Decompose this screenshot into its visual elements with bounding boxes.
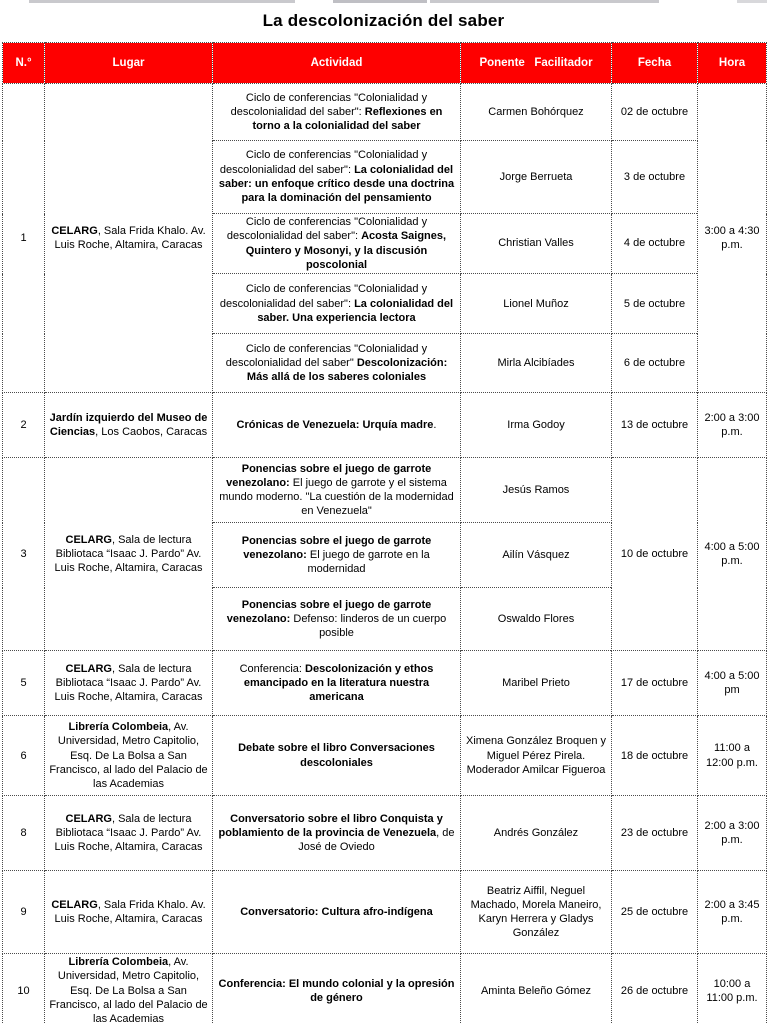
- lugar-venue: CELARG: [51, 224, 98, 237]
- table-row: [3, 651, 767, 716]
- table-row: [3, 84, 767, 141]
- column-header-numero: N.°: [3, 43, 45, 84]
- cell-actividad: [213, 334, 461, 393]
- cell-actividad: [213, 954, 461, 1024]
- lugar-address: , Av. Universidad, Metro Capitolio, Esq. De La Bolsa a San Francisco, al lado del Palacio de las Academias: [49, 956, 208, 1024]
- cell-fecha: 26 de octubre: [612, 954, 698, 1024]
- cell-numero: 3: [3, 458, 45, 651]
- cell-fecha: 5 de octubre: [612, 274, 698, 334]
- top-edge-fragment: [29, 0, 295, 3]
- schedule-table: [2, 42, 767, 1024]
- cell-ponente: Christian Valles: [461, 214, 612, 274]
- cell-hora: 4:00 a 5:00 pm: [698, 651, 767, 716]
- cell-ponente: Jorge Berrueta: [461, 141, 612, 214]
- cell-actividad: [213, 214, 461, 274]
- cell-lugar: [45, 796, 213, 871]
- lugar-address: , Sala de lectura Bibliotaca “Isaac J. Pardo” Av. Luis Roche, Altamira, Caracas: [54, 812, 203, 854]
- lugar-venue: Librería Colombeia: [68, 956, 169, 969]
- cell-numero: 1: [3, 84, 45, 393]
- cell-fecha: 17 de octubre: [612, 651, 698, 716]
- actividad-title: Ponencias sobre el juego de garrote venezolano:: [241, 534, 432, 562]
- cell-actividad: [213, 588, 461, 651]
- actividad-suffix: El juego de garrote en la modernidad: [306, 549, 430, 576]
- lugar-address: , Av. Universidad, Metro Capitolio, Esq. De La Bolsa a San Francisco, al lado del Palacio de las Academias: [49, 720, 208, 791]
- actividad-prefix: Ciclo de conferencias "Colonialidad y descolonialidad del saber":: [219, 149, 428, 176]
- cell-ponente: Ximena González Broquen y Miguel Pérez Pirela. Moderador Amilcar Figueroa: [461, 716, 612, 796]
- cell-hora: 4:00 a 5:00 p.m.: [698, 458, 767, 651]
- cell-lugar: [45, 651, 213, 716]
- cell-actividad: [213, 651, 461, 716]
- actividad-suffix: Defenso: linderos de un cuerpo posible: [290, 613, 447, 640]
- cell-actividad: [213, 84, 461, 141]
- actividad-suffix: El juego de garrote y el sistema mundo moderno. "La cuestión de la modernidad en Venezuela": [219, 476, 454, 518]
- top-edge-fragment: [430, 0, 659, 3]
- lugar-address: , Sala de lectura Bibliotaca “Isaac J. Pardo” Av. Luis Roche, Altamira, Caracas: [54, 662, 203, 704]
- cell-lugar: [45, 871, 213, 954]
- table-row: [3, 796, 767, 871]
- actividad-title: Reflexiones en torno a la colonialidad del saber: [252, 105, 443, 133]
- cell-actividad: [213, 393, 461, 458]
- cell-numero: 5: [3, 651, 45, 716]
- actividad-title: Acosta Saignes, Quintero y Mosonyi, y la discusión poscolonial: [245, 230, 447, 271]
- actividad-title: Ponencias sobre el juego de garrote venezolano:: [226, 598, 432, 626]
- lugar-address: , Sala Frida Khalo. Av. Luis Roche, Altamira, Caracas: [54, 898, 206, 926]
- cell-ponente: Aminta Beleño Gómez: [461, 954, 612, 1024]
- lugar-venue: Jardín izquierdo del Museo de Ciencias: [49, 411, 208, 439]
- cell-fecha: 18 de octubre: [612, 716, 698, 796]
- cell-fecha: 3 de octubre: [612, 141, 698, 214]
- cell-actividad: [213, 523, 461, 588]
- table-row: [3, 393, 767, 458]
- header-row: [3, 43, 767, 84]
- cell-actividad: [213, 274, 461, 334]
- cell-actividad: [213, 141, 461, 214]
- cell-actividad: [213, 796, 461, 871]
- lugar-venue: CELARG: [65, 662, 112, 675]
- cell-numero: 6: [3, 716, 45, 796]
- actividad-title: Descolonización y ethos emancipado en la literatura nuestra americana: [243, 662, 434, 704]
- actividad-suffix: .: [433, 419, 437, 432]
- column-header-actividad: Actividad: [213, 43, 461, 84]
- actividad-title: La colonialidad del saber. Una experiencia lectora: [257, 297, 454, 324]
- top-edge-fragment: [333, 0, 427, 3]
- cell-lugar: [45, 458, 213, 651]
- cell-ponente: Oswaldo Flores: [461, 588, 612, 651]
- cell-fecha: 10 de octubre: [612, 458, 698, 651]
- actividad-title: Conversatorio: Cultura afro-indígena: [240, 906, 433, 919]
- actividad-prefix: Ciclo de conferencias "Colonialidad y descolonialidad del saber":: [226, 216, 428, 243]
- page-title: La descolonización del saber: [262, 11, 505, 30]
- actividad-prefix: Ciclo de conferencias "Colonialidad y descolonialidad del saber":: [219, 283, 428, 310]
- cell-actividad: [213, 871, 461, 954]
- cell-ponente: Jesús Ramos: [461, 458, 612, 523]
- lugar-venue: Librería Colombeia: [68, 720, 169, 733]
- cell-numero: 9: [3, 871, 45, 954]
- cell-actividad: [213, 716, 461, 796]
- actividad-title: Debate sobre el libro Conversaciones descoloniales: [238, 742, 435, 769]
- table-row: [3, 871, 767, 954]
- cell-ponente: Carmen Bohórquez: [461, 84, 612, 141]
- lugar-address: , Sala Frida Khalo. Av. Luis Roche, Altamira, Caracas: [54, 224, 206, 252]
- column-header-lugar: Lugar: [45, 43, 213, 84]
- actividad-title: Ponencias sobre el juego de garrote venezolano:: [226, 462, 432, 489]
- cell-hora: 10:00 a 11:00 p.m.: [698, 954, 767, 1024]
- cell-ponente: Beatriz Aiffil, Neguel Machado, Morela Maneiro, Karyn Herrera y Gladys González: [461, 871, 612, 954]
- cell-ponente: Maribel Prieto: [461, 651, 612, 716]
- cell-hora: 2:00 a 3:45 p.m.: [698, 871, 767, 954]
- lugar-address: , Sala de lectura Bibliotaca “Isaac J. Pardo” Av. Luis Roche, Altamira, Caracas: [54, 533, 203, 575]
- cell-numero: 10: [3, 954, 45, 1024]
- lugar-venue: CELARG: [65, 533, 112, 546]
- cell-lugar: [45, 954, 213, 1024]
- cell-ponente: Ailín Vásquez: [461, 523, 612, 588]
- column-header-hora: Hora: [698, 43, 767, 84]
- actividad-prefix: Ciclo de conferencias "Colonialidad y descolonialidad del saber": [225, 342, 428, 370]
- cell-lugar: [45, 393, 213, 458]
- table-row: [3, 954, 767, 1024]
- cell-ponente: Lionel Muñoz: [461, 274, 612, 334]
- column-header-ponente-facilitador: Ponente Facilitador: [461, 43, 612, 84]
- actividad-prefix: Ciclo de conferencias "Colonialidad y descolonialidad del saber":: [230, 91, 428, 118]
- cell-fecha: 02 de octubre: [612, 84, 698, 141]
- actividad-prefix: Conferencia:: [239, 662, 306, 675]
- lugar-address: , Los Caobos, Caracas: [95, 426, 208, 439]
- cell-fecha: 23 de octubre: [612, 796, 698, 871]
- lugar-venue: CELARG: [65, 812, 112, 825]
- cell-actividad: [213, 458, 461, 523]
- actividad-suffix: , de José de Oviedo: [298, 827, 455, 854]
- cell-lugar: [45, 716, 213, 796]
- cell-hora: 2:00 a 3:00 p.m.: [698, 393, 767, 458]
- cell-ponente: Irma Godoy: [461, 393, 612, 458]
- cell-fecha: 4 de octubre: [612, 214, 698, 274]
- cell-fecha: 6 de octubre: [612, 334, 698, 393]
- cell-ponente: Mirla Alcibíades: [461, 334, 612, 393]
- cell-hora: 2:00 a 3:00 p.m.: [698, 796, 767, 871]
- cell-lugar: [45, 84, 213, 393]
- table-row: [3, 716, 767, 796]
- actividad-title: Descolonización: Más allá de los saberes coloniales: [246, 357, 448, 384]
- cell-numero: 2: [3, 393, 45, 458]
- cell-numero: 8: [3, 796, 45, 871]
- actividad-title: Conferencia: El mundo colonial y la opresión de género: [218, 977, 455, 1004]
- cell-hora: 11:00 a 12:00 p.m.: [698, 716, 767, 796]
- table-row: [3, 458, 767, 523]
- cell-ponente: Andrés González: [461, 796, 612, 871]
- column-header-fecha: Fecha: [612, 43, 698, 84]
- actividad-title: Conversatorio sobre el libro Conquista y poblamiento de la provincia de Venezuela: [218, 812, 443, 840]
- cell-hora: 3:00 a 4:30 p.m.: [698, 84, 767, 393]
- cell-fecha: 13 de octubre: [612, 393, 698, 458]
- lugar-venue: CELARG: [51, 898, 98, 911]
- actividad-title: Crónicas de Venezuela: Urquía madre: [236, 419, 434, 432]
- actividad-title: La colonialidad del saber: un enfoque crítico desde una doctrina para la dominación del pensamiento: [218, 163, 455, 205]
- top-edge-fragment: [737, 0, 767, 3]
- cell-fecha: 25 de octubre: [612, 871, 698, 954]
